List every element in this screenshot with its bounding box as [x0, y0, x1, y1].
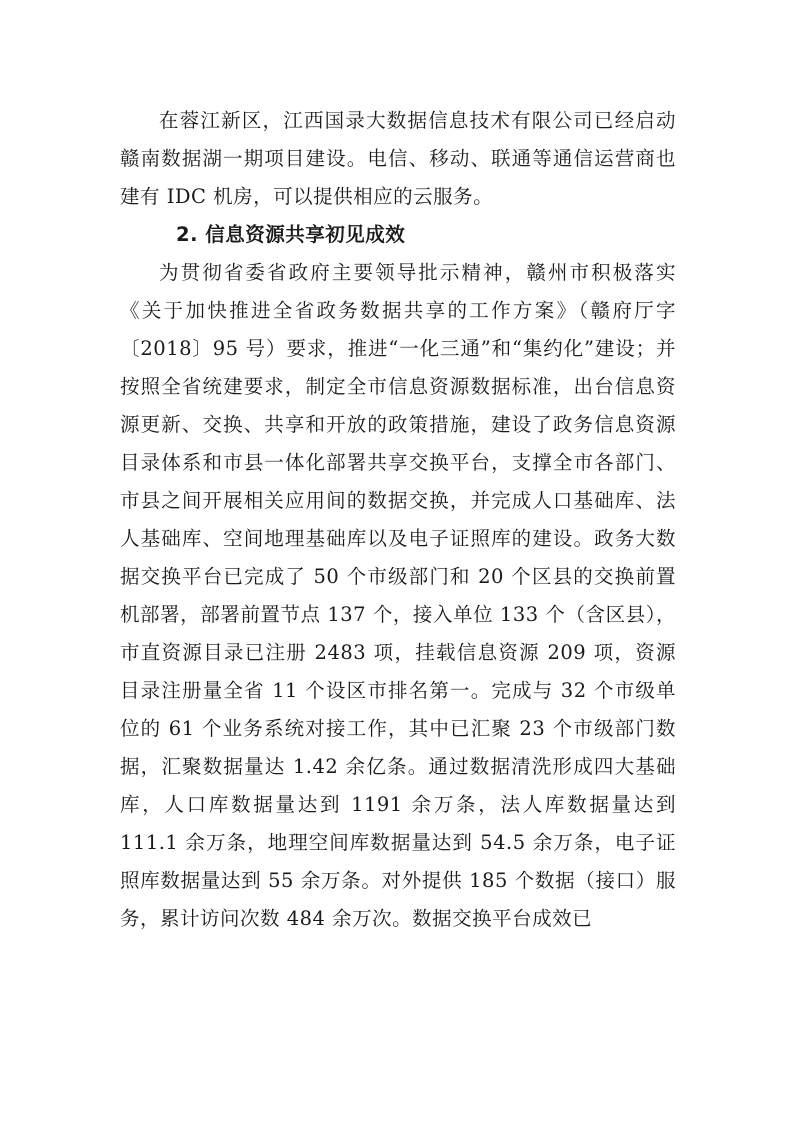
section-heading: 2. 信息资源共享初见成效 — [176, 223, 406, 246]
paragraph-data-lake: 在蓉江新区，江西国录大数据信息技术有限公司已经启动赣南数据湖一期项目建设。电信、移动、联通等通信运营商也建有 IDC 机房，可以提供相应的云服务。 — [120, 109, 676, 208]
paragraph-resource-sharing: 为贯彻省委省政府主要领导批示精神，赣州市积极落实《关于加快推进全省政务数据共享的工作方案》（赣府厅字〔2018〕95 号）要求，推进“一化三通”和“集约化”建设；并按照全省统建要求，制定全市信息资源数据标准，出台信息资源更新、交换、共享和开放的政策措施，建设了政务信息资源目录体系和市县一体化部署共享交换平台，支撑全市各部门、市县之间开展相关应用间的数据交换，并完成人口基础库、法人基础库、空间地理基础库以及电子证照库的建设。政务大数据交换平台已完成了 50 个市级部门和 20 个区县的交换前置机部署，部署前置节点 137 个，接入单位 133 个（含区县），市直资源目录已注册 2483 项，挂载信息资源 209 项，资源目录注册量全省 11 个设区市排名第一。完成与 32 个市级单位的 61 个业务系统对接工作，其中已汇聚 23 个市级部门数据，汇聚数据量达 1.42 余亿条。通过数据清洗形成四大基础库，人口库数据量达到 1191 余万条，法人库数据量达到 111.1 余万条，地理空间库数据量达到 54.5 余万条，电子证照库数据量达到 55 余万条。对外提供 185 个数据（接口）服务，累计访问次数 484 余万次。数据交换平台成效已 — [120, 261, 676, 930]
document-page — [120, 102, 676, 938]
